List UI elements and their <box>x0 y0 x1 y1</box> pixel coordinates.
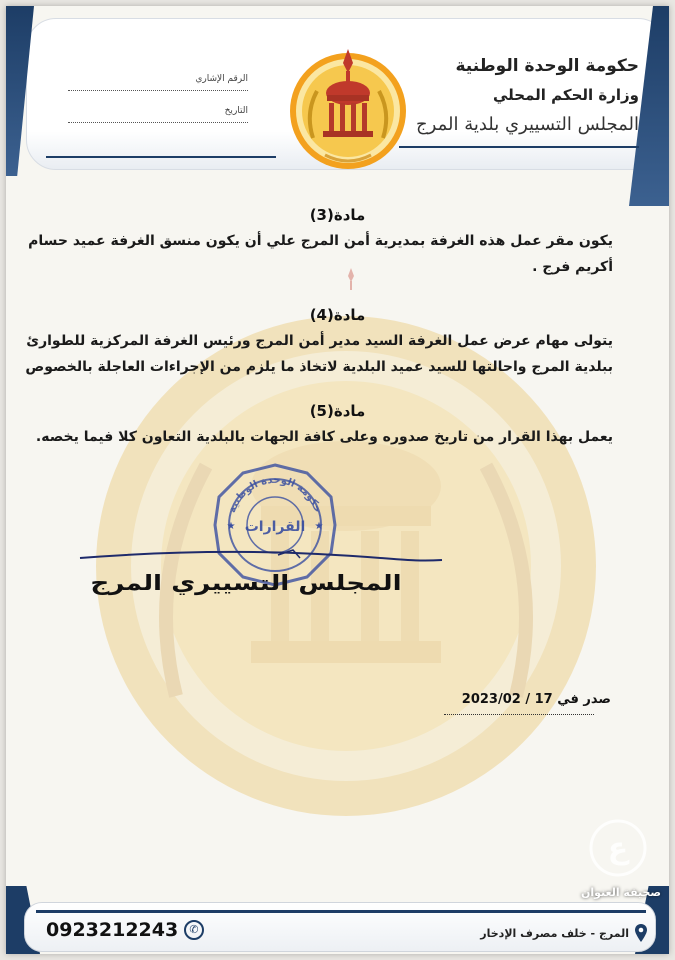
date-field <box>68 108 248 123</box>
issue-date-underline <box>444 714 594 715</box>
article-3-line-1: يكون مقر عمل هذه الغرفة بمديرية أمن المرج علي أن يكون منسق الغرفة عميد حسام <box>28 233 613 249</box>
news-site-logo-letter: ع <box>607 831 629 866</box>
article-3-title: مادة(3) <box>309 206 366 224</box>
reference-number-field <box>68 76 248 91</box>
header-divider-left <box>46 156 276 158</box>
news-site-logo-icon <box>588 818 648 878</box>
footer-phone-number: 0923212243 <box>46 919 179 941</box>
footer-address: المرج - خلف مصرف الإدخار <box>480 927 629 940</box>
reference-number-label: الرقم الإشاري <box>192 74 248 84</box>
municipality-emblem-icon <box>283 43 413 173</box>
phone-icon: ✆ <box>184 920 204 940</box>
location-pin-icon <box>635 924 647 942</box>
article-4-title: مادة(4) <box>309 306 366 324</box>
article-5-line-1: يعمل بهذا القرار من تاريخ صدوره وعلى كافة الجهات بالبلدية التعاون كلا فيما يخصه. <box>35 429 613 445</box>
article-3-body <box>28 228 613 280</box>
signature-stroke-icon <box>78 546 444 566</box>
footer-divider <box>36 910 646 913</box>
news-site-name: صحيفة العنوان <box>580 886 662 899</box>
article-4-line-2: ببلدية المرج واحالتها للسيد عميد البلدية لاتخاذ ما يلزم من الإجراءات العاجلة بالخصوص <box>25 359 613 375</box>
header-divider-right <box>399 146 639 148</box>
council-signature-name: المجلس التسييري المرج <box>90 571 402 595</box>
article-4-line-1: يتولى مهام عرض عمل الغرفة السيد مدير أمن المرج ورئيس الغرفة المركزية للطوارئ <box>26 333 613 349</box>
org-government: حكومة الوحدة الوطنية <box>455 56 639 76</box>
article-3-line-2: أكريم فرج . <box>532 259 613 275</box>
org-ministry: وزارة الحكم المحلي <box>492 86 639 104</box>
article-5-body <box>35 424 613 450</box>
emblem-watermark-icon <box>86 306 606 826</box>
official-stamp-icon <box>211 461 339 589</box>
article-4-body <box>25 328 613 380</box>
org-council: المجلس التسييري بلدية المرج <box>416 114 639 135</box>
document-page <box>6 6 669 954</box>
issue-date: صدر في 17 / 2023/02 <box>461 692 611 707</box>
stamp-center-text: القرارات <box>244 519 306 535</box>
svg-text:★: ★ <box>314 521 324 532</box>
svg-text:★: ★ <box>226 521 236 532</box>
date-label: التاريخ <box>222 106 248 116</box>
stamp-outer-text: حكومة الوحدة الوطنية <box>227 474 323 515</box>
article-5-title: مادة(5) <box>309 402 366 420</box>
